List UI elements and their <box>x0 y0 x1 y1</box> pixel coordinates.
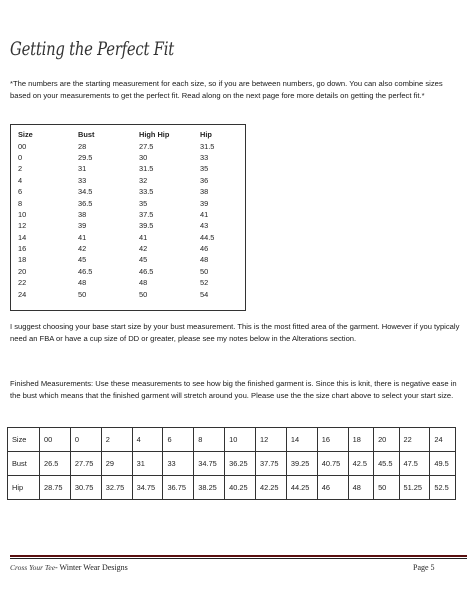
finished-table-cell: 24 <box>430 428 456 452</box>
size-chart-cell: 20 <box>18 266 27 276</box>
finished-row-label: Size <box>8 428 40 452</box>
size-chart-cell: 39.5 <box>139 221 154 231</box>
size-chart-cell: 35 <box>139 198 148 208</box>
size-chart-row <box>18 163 240 174</box>
size-chart-cell: 0 <box>18 152 23 162</box>
size-chart-cell: 41 <box>200 209 209 219</box>
size-chart-cell: 50 <box>139 289 148 299</box>
finished-table-cell: 47.5 <box>399 452 430 476</box>
finished-table-cell: 34.75 <box>194 452 225 476</box>
size-chart-cell: 00 <box>18 141 27 151</box>
size-chart-row <box>18 232 240 243</box>
size-chart-cell: 12 <box>18 221 27 231</box>
footer-divider-thin <box>10 558 467 559</box>
finished-table-cell: 34.75 <box>132 476 163 500</box>
finished-table-cell: 46 <box>317 476 348 500</box>
finished-table-cell: 29 <box>101 452 132 476</box>
size-chart-cell: 14 <box>18 232 27 242</box>
size-chart-cell: 4 <box>18 175 23 185</box>
size-chart-row <box>18 209 240 220</box>
size-chart-cell: 54 <box>200 289 209 299</box>
finished-table-cell: 38.25 <box>194 476 225 500</box>
size-chart-row <box>18 277 240 288</box>
finished-table-cell: 14 <box>286 428 317 452</box>
size-chart-cell: 46.5 <box>78 266 93 276</box>
page-title: Getting the Perfect Fit <box>10 38 174 60</box>
size-chart-cell: 43 <box>200 221 209 231</box>
finished-table-cell: 31 <box>132 452 163 476</box>
size-chart-cell: 8 <box>18 198 23 208</box>
size-chart-row <box>18 220 240 231</box>
finished-table-cell: 10 <box>225 428 256 452</box>
size-chart-cell: 48 <box>200 255 209 265</box>
suggest-paragraph: I suggest choosing your base start size by your bust measurement. This is the most fitted area of the garment. However if you typicaly need an FBA or have a cup size of DD or greater, please see my notes below in the Alterations section. <box>10 322 460 343</box>
size-chart-row <box>18 288 240 299</box>
finished-table-cell: 0 <box>70 428 101 452</box>
size-chart-row <box>18 186 240 197</box>
size-chart-cell: 31 <box>78 164 87 174</box>
size-chart-cell: 35 <box>200 164 209 174</box>
size-chart-header: High Hip <box>139 130 170 140</box>
finished-row-label: Bust <box>8 452 40 476</box>
finished-measurements-table <box>7 427 456 500</box>
footer-divider <box>10 555 467 557</box>
size-chart-cell: 38 <box>200 187 209 197</box>
finished-table-row <box>8 476 456 500</box>
finished-table-cell: 48 <box>348 476 373 500</box>
size-chart-cell: 50 <box>200 266 209 276</box>
finished-table-cell: 20 <box>374 428 399 452</box>
size-chart-cell: 36 <box>200 175 209 185</box>
size-chart-row <box>18 140 240 151</box>
size-chart-cell: 10 <box>18 209 27 219</box>
size-chart-header-row <box>18 129 240 140</box>
footer-brand-script: Cross Your Tee <box>10 563 56 572</box>
footer-brand-text: - Winter Wear Designs <box>55 563 128 572</box>
finished-table-cell: 42.5 <box>348 452 373 476</box>
finished-table-body <box>8 428 456 500</box>
finished-table-cell: 33 <box>163 452 194 476</box>
size-chart-cell: 44.5 <box>200 232 215 242</box>
size-chart-cell: 30 <box>139 152 148 162</box>
size-chart-body <box>18 140 240 299</box>
finished-table-cell: 30.75 <box>70 476 101 500</box>
finished-row-label: Hip <box>8 476 40 500</box>
size-chart-cell: 31.5 <box>139 164 154 174</box>
page-number: Page 5 <box>413 563 435 572</box>
finished-table-cell: 4 <box>132 428 163 452</box>
finished-table-cell: 52.5 <box>430 476 456 500</box>
finished-table-cell: 45.5 <box>374 452 399 476</box>
size-chart-row <box>18 243 240 254</box>
finished-table-cell: 40.75 <box>317 452 348 476</box>
size-chart-row <box>18 266 240 277</box>
finished-table-row <box>8 428 456 452</box>
size-chart-row <box>18 175 240 186</box>
size-chart-cell: 45 <box>78 255 87 265</box>
finished-table-cell: 6 <box>163 428 194 452</box>
finished-table-cell: 39.25 <box>286 452 317 476</box>
finished-table-cell: 22 <box>399 428 430 452</box>
size-chart-cell: 46 <box>200 244 209 254</box>
size-chart-row <box>18 152 240 163</box>
finished-table-cell: 26.5 <box>40 452 71 476</box>
size-chart-cell: 27.5 <box>139 141 154 151</box>
size-chart-header: Bust <box>78 130 95 140</box>
size-chart-cell: 29.5 <box>78 152 93 162</box>
size-chart-cell: 2 <box>18 164 23 174</box>
finished-table-cell: 49.5 <box>430 452 456 476</box>
finished-table-cell: 32.75 <box>101 476 132 500</box>
finished-table-cell: 8 <box>194 428 225 452</box>
size-chart-cell: 39 <box>200 198 209 208</box>
finished-paragraph: Finished Measurements: Use these measurements to see how big the finished garment is. Since this is knit, there is negative ease in the bust which means that the finished garment will stretch around you. Please use the the size chart above to select your start size. <box>10 379 457 400</box>
finished-table-cell: 00 <box>40 428 71 452</box>
size-chart-cell: 38 <box>78 209 87 219</box>
size-chart-cell: 31.5 <box>200 141 215 151</box>
finished-table-cell: 40.25 <box>225 476 256 500</box>
finished-table-cell: 12 <box>256 428 287 452</box>
size-chart-cell: 42 <box>78 244 87 254</box>
size-chart-cell: 36.5 <box>78 198 93 208</box>
size-chart-cell: 34.5 <box>78 187 93 197</box>
size-chart-cell: 33 <box>78 175 87 185</box>
size-chart-cell: 16 <box>18 244 27 254</box>
size-chart-cell: 48 <box>78 278 87 288</box>
intro-paragraph: *The numbers are the starting measurement for each size, so if you are between numbers, go down. You can also combine sizes based on your measurements to get the perfect fit. Read along on the next page fore more details on getting the perfect fit.* <box>10 79 443 100</box>
size-chart-cell: 41 <box>78 232 87 242</box>
finished-table-cell: 36.25 <box>225 452 256 476</box>
size-chart-cell: 52 <box>200 278 209 288</box>
size-chart-box <box>10 124 246 311</box>
size-chart-cell: 18 <box>18 255 27 265</box>
finished-table-cell: 16 <box>317 428 348 452</box>
size-chart-cell: 32 <box>139 175 148 185</box>
size-chart-cell: 42 <box>139 244 148 254</box>
size-chart-table <box>18 129 240 300</box>
footer-brand <box>10 563 128 572</box>
finished-table-cell: 42.25 <box>256 476 287 500</box>
finished-table-cell: 51.25 <box>399 476 430 500</box>
finished-table-cell: 18 <box>348 428 373 452</box>
size-chart-cell: 22 <box>18 278 27 288</box>
size-chart-cell: 41 <box>139 232 148 242</box>
size-chart-cell: 37.5 <box>139 209 154 219</box>
size-chart-cell: 45 <box>139 255 148 265</box>
size-chart-cell: 39 <box>78 221 87 231</box>
size-chart-cell: 33.5 <box>139 187 154 197</box>
size-chart-row <box>18 254 240 265</box>
finished-table-cell: 36.75 <box>163 476 194 500</box>
size-chart-cell: 33 <box>200 152 209 162</box>
size-chart-cell: 46.5 <box>139 266 154 276</box>
finished-table-cell: 28.75 <box>40 476 71 500</box>
finished-table-cell: 27.75 <box>70 452 101 476</box>
finished-table-row <box>8 452 456 476</box>
size-chart-cell: 24 <box>18 289 27 299</box>
size-chart-cell: 48 <box>139 278 148 288</box>
size-chart-header: Hip <box>200 130 212 140</box>
finished-table-cell: 2 <box>101 428 132 452</box>
size-chart-cell: 6 <box>18 187 23 197</box>
finished-table-cell: 50 <box>374 476 399 500</box>
size-chart-header: Size <box>18 130 33 140</box>
finished-table-cell: 44.25 <box>286 476 317 500</box>
size-chart-cell: 50 <box>78 289 87 299</box>
finished-table-cell: 37.75 <box>256 452 287 476</box>
size-chart-cell: 28 <box>78 141 87 151</box>
size-chart-row <box>18 197 240 208</box>
